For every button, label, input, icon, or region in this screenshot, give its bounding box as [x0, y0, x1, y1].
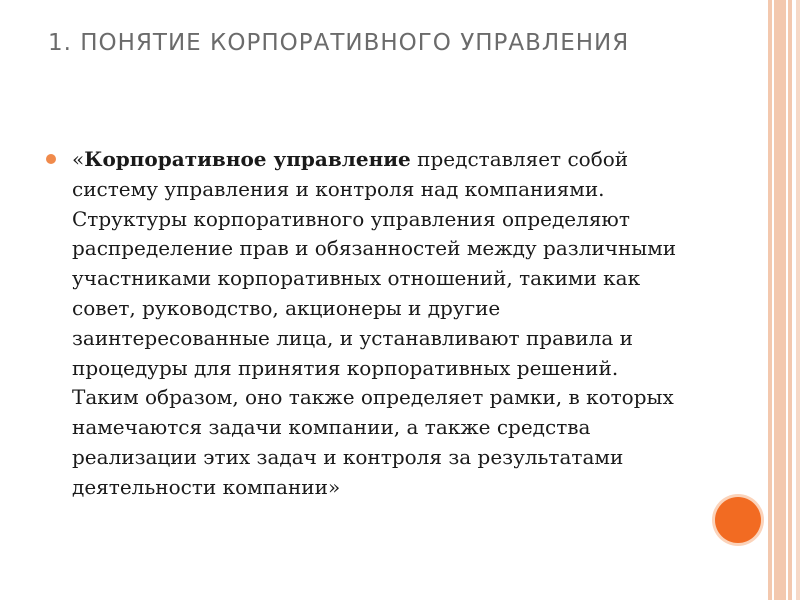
close-quote: » — [327, 474, 341, 499]
definition-text: представляет собой систему управления и контроля над компаниями. Структуры корпоративного управления определяют распределение прав и обязанностей между различными участниками корпоративных отношений, такими как совет, руководство, акционеры и другие заинтересованные лица, и устанавливают правила и процедуры для принятия корпоративных решений. Таким образом, оно также определяет рамки, в которых намечаются задачи компании, а также средства реализации этих задач и контроля за результатами деятельности компании — [72, 147, 677, 499]
slide-title: 1. ПОНЯТИЕ КОРПОРАТИВНОГО УПРАВЛЕНИЯ — [48, 30, 630, 56]
decorative-stripe-line — [772, 0, 774, 600]
bullet-list — [46, 145, 686, 503]
decorative-stripe-edge — [796, 0, 800, 600]
decorative-circle-icon — [715, 497, 761, 543]
open-quote: « — [72, 147, 85, 171]
bullet-item — [46, 145, 686, 503]
defined-term: Корпоративное управление — [84, 147, 411, 171]
bullet-dot-icon — [46, 154, 56, 164]
decorative-stripe-line — [786, 0, 788, 600]
